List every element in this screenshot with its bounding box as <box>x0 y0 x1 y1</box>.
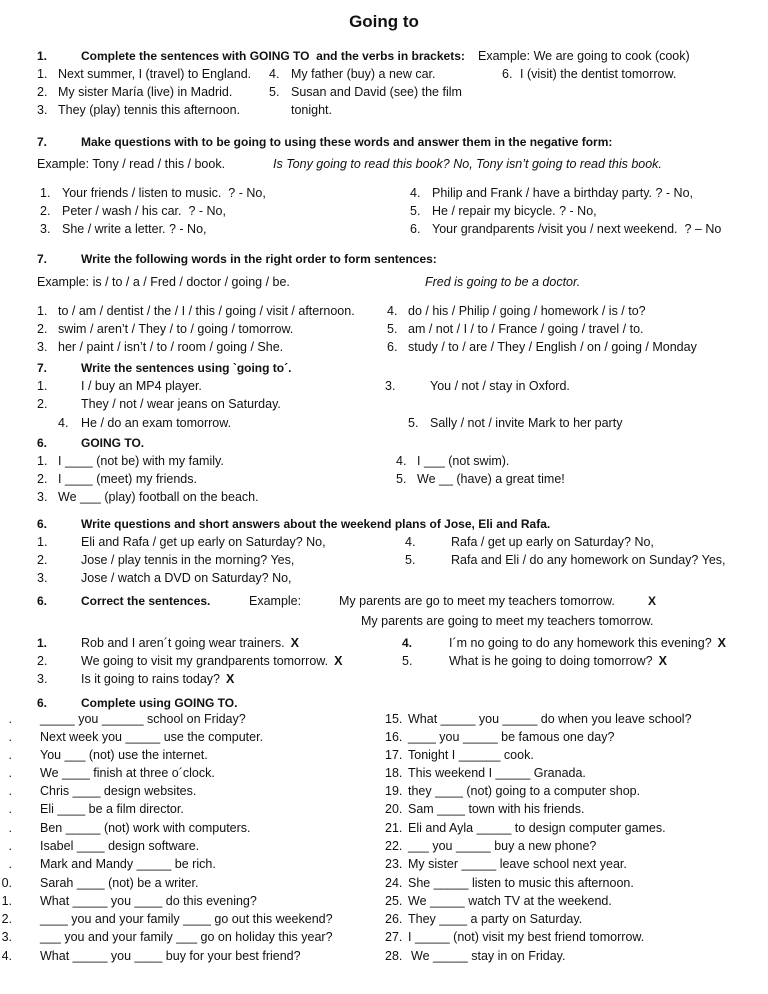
item-number: 21. <box>385 821 403 835</box>
exercise-8-row <box>0 728 768 746</box>
item-text: You / not / stay in Oxford. <box>430 379 570 393</box>
item-text: Peter / wash / his car. ? - No, <box>62 204 226 218</box>
item-text: What _____ you ____ buy for your best friend? <box>40 949 301 963</box>
exercise-8-row <box>0 892 768 910</box>
exercise-heading: Write the following words in the right order to form sentences: <box>81 252 437 266</box>
exercise-7-row <box>0 670 768 688</box>
example-text: Example: is / to / a / Fred / doctor / going / be. <box>37 275 290 289</box>
item-text: They (play) tennis this afternoon. <box>58 103 241 117</box>
item-number: 3. <box>1 930 12 944</box>
item-number: 6. <box>502 67 513 81</box>
exercise-8-row <box>0 819 768 837</box>
item-text: Susan and David (see) the film tonight. <box>291 85 466 117</box>
exercise-number: 6. <box>37 696 48 710</box>
exercise-1-header <box>0 47 768 65</box>
item-text: Your grandparents /visit you / next weekend. ? – No <box>432 222 722 236</box>
item-number: 1. <box>37 535 48 549</box>
example-answer: Fred is going to be a doctor. <box>425 275 581 289</box>
exercise-8-row <box>0 928 768 946</box>
item-number: 4. <box>387 304 398 318</box>
item-number: 1. <box>37 454 48 468</box>
example-correct-sentence: My parents are going to meet my teachers tomorrow. <box>361 614 654 628</box>
item-number: 22. <box>385 839 403 853</box>
item-number: 1. <box>1 894 12 908</box>
item-number: 5. <box>396 472 407 486</box>
exercise-8-row <box>0 710 768 728</box>
error-mark: X <box>717 636 726 650</box>
exercise-4-row <box>0 377 768 395</box>
exercise-6-row <box>0 569 768 587</box>
exercise-8-row <box>0 910 768 928</box>
correction-item <box>81 634 299 652</box>
item-number: 5. <box>408 416 419 430</box>
exercise-heading: Correct the sentences. <box>81 594 211 608</box>
exercise-6-row <box>0 533 768 551</box>
item-number: . <box>8 839 12 853</box>
item-text: Next summer, I (travel) to England. <box>58 67 252 81</box>
item-number: 2. <box>1 912 12 926</box>
item-text: We going to visit my grandparents tomorrow. <box>81 654 329 668</box>
exercise-2-header <box>0 133 768 151</box>
item-text: ___ you and your family ___ go on holiday this year? <box>40 930 333 944</box>
item-text: Sam ____ town with his friends. <box>408 802 585 816</box>
exercise-number: 1. <box>37 49 48 63</box>
exercise-heading: GOING TO. <box>81 436 145 450</box>
item-text: ____ you and your family ____ go out this weekend? <box>40 912 333 926</box>
item-text: do / his / Philip / going / homework / is / to? <box>408 304 646 318</box>
item-number: . <box>8 712 12 726</box>
item-number: 5. <box>405 553 416 567</box>
item-number: 23. <box>385 857 403 871</box>
item-text: He / repair my bicycle. ? - No, <box>432 204 597 218</box>
item-number: 18. <box>385 766 403 780</box>
item-number: 28. <box>385 949 403 963</box>
item-text: I ____ (not be) with my family. <box>58 454 224 468</box>
item-text: her / paint / isn’t / to / room / going / She. <box>58 340 284 354</box>
error-mark: X <box>648 594 657 608</box>
exercise-7-header <box>0 592 768 610</box>
exercise-heading: Write the sentences using `going to´. <box>81 361 292 375</box>
item-number: 5. <box>410 204 421 218</box>
item-number: 2. <box>37 397 48 411</box>
item-text: I ____ (meet) my friends. <box>58 472 197 486</box>
exercise-2-row <box>0 184 768 202</box>
exercise-2-row <box>0 202 768 220</box>
exercise-5-row <box>0 452 768 470</box>
item-text: She _____ listen to music this afternoon. <box>408 876 634 890</box>
item-text: Philip and Frank / have a birthday party. ? - No, <box>432 186 694 200</box>
item-text: My sister María (live) in Madrid. <box>58 85 233 99</box>
item-number: 5. <box>402 654 413 668</box>
item-number: 2. <box>40 204 51 218</box>
item-text: We _____ watch TV at the weekend. <box>408 894 612 908</box>
item-number: 3. <box>40 222 51 236</box>
item-number: 1. <box>40 186 51 200</box>
exercise-number: 7. <box>37 135 48 149</box>
exercise-heading: Write questions and short answers about the weekend plans of Jose, Eli and Rafa. <box>81 517 551 531</box>
item-number: 6. <box>410 222 421 236</box>
exercise-2-row <box>0 220 768 238</box>
item-number: 4. <box>269 67 280 81</box>
example-text: Example: Tony / read / this / book. <box>37 157 226 171</box>
exercise-4-header <box>0 359 768 377</box>
item-text: You ___ (not) use the internet. <box>40 748 208 762</box>
exercise-8-row <box>0 782 768 800</box>
correction-item <box>81 652 342 670</box>
error-mark: X <box>658 654 667 668</box>
exercise-8-row <box>0 746 768 764</box>
item-text: Isabel ____ design software. <box>40 839 200 853</box>
item-number: 2. <box>37 85 48 99</box>
item-number: 2. <box>37 654 48 668</box>
exercise-number: 7. <box>37 361 48 375</box>
item-text: Tonight I ______ cook. <box>408 748 534 762</box>
exercise-heading: Complete using GOING TO. <box>81 696 238 710</box>
exercise-heading: Make questions with to be going to using these words and answer them in the negative form: <box>81 135 613 149</box>
exercise-7-row <box>0 652 768 670</box>
item-text: My father (buy) a new car. <box>291 67 436 81</box>
item-text: They ____ a party on Saturday. <box>408 912 583 926</box>
item-text: swim / aren’t / They / to / going / tomorrow. <box>58 322 294 336</box>
item-number: 4. <box>405 535 416 549</box>
correction-item <box>449 652 667 670</box>
exercise-number: 6. <box>37 436 48 450</box>
item-text: Eli and Ayla _____ to design computer games. <box>408 821 666 835</box>
item-number: . <box>8 784 12 798</box>
item-number: 15. <box>385 712 403 726</box>
item-number: . <box>8 821 12 835</box>
item-number: 1. <box>37 636 48 650</box>
error-mark: X <box>334 654 343 668</box>
item-number: 4. <box>410 186 421 200</box>
exercise-5-row <box>0 470 768 488</box>
item-number: 2. <box>37 472 48 486</box>
item-text: Jose / play tennis in the morning? Yes, <box>81 553 295 567</box>
exercise-8-row <box>0 800 768 818</box>
error-mark: X <box>225 672 235 686</box>
item-number: 0. <box>1 876 12 890</box>
item-text: Ben _____ (not) work with computers. <box>40 821 251 835</box>
item-text: Jose / watch a DVD on Saturday? No, <box>81 571 292 585</box>
item-number: 20. <box>385 802 403 816</box>
exercise-8-row <box>0 874 768 892</box>
item-number: 3. <box>37 571 48 585</box>
item-text: We __ (have) a great time! <box>417 472 565 486</box>
exercise-3-example <box>0 273 768 291</box>
item-text: Next week you _____ use the computer. <box>40 730 264 744</box>
item-number: 2. <box>37 322 48 336</box>
exercise-4-row <box>0 395 768 413</box>
item-number: 5. <box>269 85 280 99</box>
exercise-5-header <box>0 434 768 452</box>
item-text: Rob and I aren´t going wear trainers. <box>81 636 285 650</box>
item-number: 5. <box>387 322 398 336</box>
exercise-4-row <box>0 414 768 432</box>
item-text: Sarah ____ (not) be a writer. <box>40 876 199 890</box>
item-text: I´m no going to do any homework this evening? <box>449 636 712 650</box>
exercise-8-row <box>0 855 768 873</box>
exercise-3-row <box>0 320 768 338</box>
item-number: 4. <box>402 636 413 650</box>
exercise-1-row <box>0 65 768 83</box>
example-text: Example: We are going to cook (cook) <box>478 49 690 63</box>
item-text: I ___ (not swim). <box>417 454 510 468</box>
item-number: 1. <box>37 67 48 81</box>
item-text: This weekend I _____ Granada. <box>408 766 586 780</box>
exercise-heading: Complete the sentences with GOING TO and the verbs in brackets: <box>81 49 465 63</box>
exercise-number: 7. <box>37 252 48 266</box>
item-text: Your friends / listen to music. ? - No, <box>62 186 266 200</box>
item-text: She / write a letter. ? - No, <box>62 222 207 236</box>
example-answer: Is Tony going to read this book? No, Tony isn’t going to read this book. <box>273 157 662 171</box>
item-number: 26. <box>385 912 403 926</box>
item-number: 4. <box>1 949 12 963</box>
item-number: 3. <box>37 490 48 504</box>
item-text: I (visit) the dentist tomorrow. <box>520 67 677 81</box>
item-text: Mark and Mandy _____ be rich. <box>40 857 216 871</box>
item-text: We ___ (play) football on the beach. <box>58 490 259 504</box>
exercise-number: 6. <box>37 517 48 531</box>
exercise-1-row <box>0 101 768 119</box>
correction-item <box>81 670 234 688</box>
item-number: 3. <box>37 103 48 117</box>
item-text: I / buy an MP4 player. <box>81 379 202 393</box>
item-number: 3. <box>37 672 48 686</box>
item-text: I _____ (not) visit my best friend tomorrow. <box>408 930 645 944</box>
item-text: _____ you ______ school on Friday? <box>40 712 246 726</box>
item-number: 4. <box>396 454 407 468</box>
item-text: am / not / I / to / France / going / travel / to. <box>408 322 644 336</box>
item-number: 17. <box>385 748 403 762</box>
item-text: They / not / wear jeans on Saturday. <box>81 397 281 411</box>
item-text: Rafa / get up early on Saturday? No, <box>451 535 654 549</box>
item-number: 1. <box>37 304 48 318</box>
item-text: study / to / are / They / English / on / going / Monday <box>408 340 697 354</box>
item-number: 6. <box>387 340 398 354</box>
exercise-6-row <box>0 551 768 569</box>
item-number: 27. <box>385 930 403 944</box>
item-text: What _____ you ____ do this evening? <box>40 894 257 908</box>
item-text: He / do an exam tomorrow. <box>81 416 232 430</box>
item-text: We ____ finish at three o´clock. <box>40 766 215 780</box>
exercise-number: 6. <box>37 594 48 608</box>
item-number: 3. <box>37 340 48 354</box>
exercise-7-example-correct <box>0 612 768 630</box>
exercise-8-row <box>0 837 768 855</box>
example-label: Example: <box>249 594 302 608</box>
item-number: 25. <box>385 894 403 908</box>
item-text: Eli and Rafa / get up early on Saturday? No, <box>81 535 326 549</box>
item-text: What _____ you _____ do when you leave school? <box>408 712 692 726</box>
item-text: We _____ stay in on Friday. <box>411 949 566 963</box>
item-text: they ____ (not) going to a computer shop. <box>408 784 641 798</box>
exercise-8-row <box>0 764 768 782</box>
worksheet-title: Going to <box>349 12 419 31</box>
example-wrong-sentence: My parents are go to meet my teachers tomorrow. <box>339 594 615 608</box>
item-number: . <box>8 730 12 744</box>
item-number: . <box>8 802 12 816</box>
exercise-6-header <box>0 515 768 533</box>
item-number: 4. <box>58 416 69 430</box>
item-number: . <box>8 766 12 780</box>
item-number: 1. <box>37 379 48 393</box>
item-number: 24. <box>385 876 403 890</box>
item-text: Sally / not / invite Mark to her party <box>430 416 623 430</box>
item-number: 16. <box>385 730 403 744</box>
item-number: 2. <box>37 553 48 567</box>
exercise-3-row <box>0 302 768 320</box>
item-text: ____ you _____ be famous one day? <box>408 730 615 744</box>
item-text: ___ you _____ buy a new phone? <box>408 839 597 853</box>
item-text: Is it going to rains today? <box>81 672 220 686</box>
item-number: . <box>8 748 12 762</box>
item-number: . <box>8 857 12 871</box>
error-mark: X <box>290 636 299 650</box>
exercise-7-row <box>0 634 768 652</box>
item-number: 19. <box>385 784 403 798</box>
exercise-2-example <box>0 155 768 173</box>
exercise-3-header <box>0 250 768 268</box>
item-text: What is he going to doing tomorrow? <box>449 654 653 668</box>
exercise-8-row <box>0 947 768 965</box>
correction-item <box>449 634 726 652</box>
exercise-3-row <box>0 338 768 356</box>
exercise-5-row <box>0 488 768 506</box>
item-text: Chris ____ design websites. <box>40 784 197 798</box>
item-text: Rafa and Eli / do any homework on Sunday? Yes, <box>451 553 726 567</box>
item-text: My sister _____ leave school next year. <box>408 857 627 871</box>
item-number: 3. <box>385 379 396 393</box>
item-text: to / am / dentist / the / I / this / going / visit / afternoon. <box>58 304 355 318</box>
item-text: Eli ____ be a film director. <box>40 802 184 816</box>
